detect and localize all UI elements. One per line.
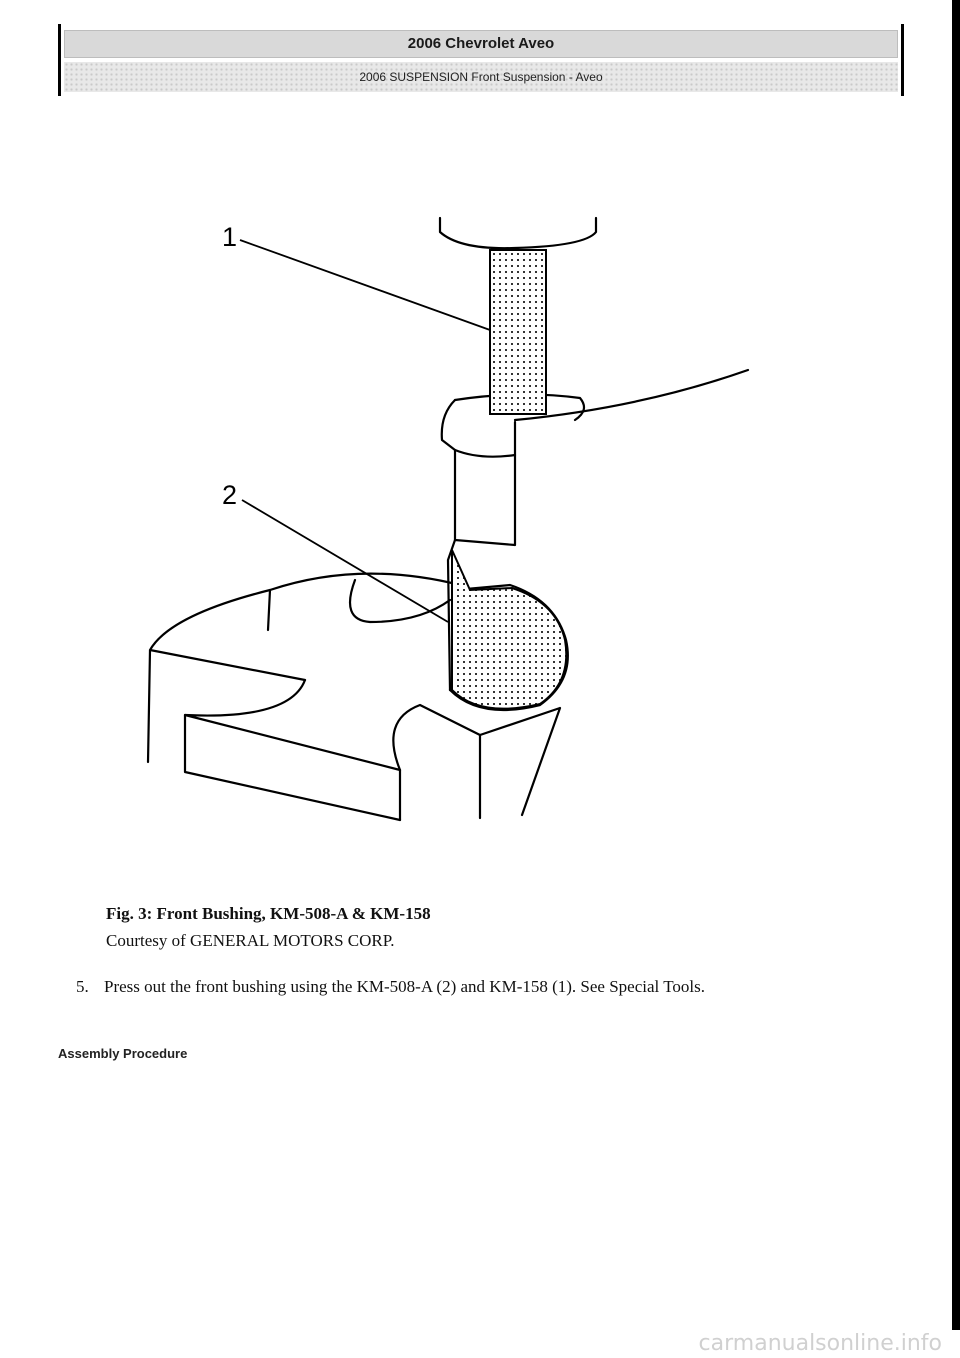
press-head bbox=[440, 218, 596, 248]
leader-line-2 bbox=[242, 500, 448, 622]
document-subtitle: 2006 SUSPENSION Front Suspension - Aveo bbox=[64, 62, 898, 92]
tool-lobe-right bbox=[393, 705, 480, 770]
tool-top-edge bbox=[270, 574, 460, 590]
tool-notch bbox=[350, 580, 450, 622]
step-number: 5. bbox=[76, 977, 89, 996]
figure-credit: Courtesy of GENERAL MOTORS CORP. bbox=[106, 931, 395, 950]
figure-title: Fig. 3: Front Bushing, KM-508-A & KM-158 bbox=[106, 904, 431, 923]
press-screw-km158 bbox=[490, 250, 546, 414]
tool-right-face bbox=[480, 708, 560, 818]
leader-line-1 bbox=[240, 240, 490, 330]
document-title: 2006 Chevrolet Aveo bbox=[64, 30, 898, 58]
step-text: Press out the front bushing using the KM-508-A (2) and KM-158 (1). See Special Tools. bbox=[104, 977, 705, 996]
tool-lobe-lower bbox=[185, 680, 400, 820]
tool-lobe-left bbox=[148, 590, 305, 762]
callout-2: 2 bbox=[222, 480, 238, 510]
callout-1: 1 bbox=[222, 222, 238, 252]
tool-front-face bbox=[185, 715, 400, 820]
adapter-ring bbox=[455, 450, 515, 457]
figure-caption bbox=[106, 900, 431, 954]
watermark: carmanualsonline.info bbox=[698, 1331, 942, 1356]
adapter-body bbox=[442, 400, 515, 545]
section-heading: Assembly Procedure bbox=[58, 1046, 188, 1061]
front-bushing bbox=[452, 550, 566, 709]
